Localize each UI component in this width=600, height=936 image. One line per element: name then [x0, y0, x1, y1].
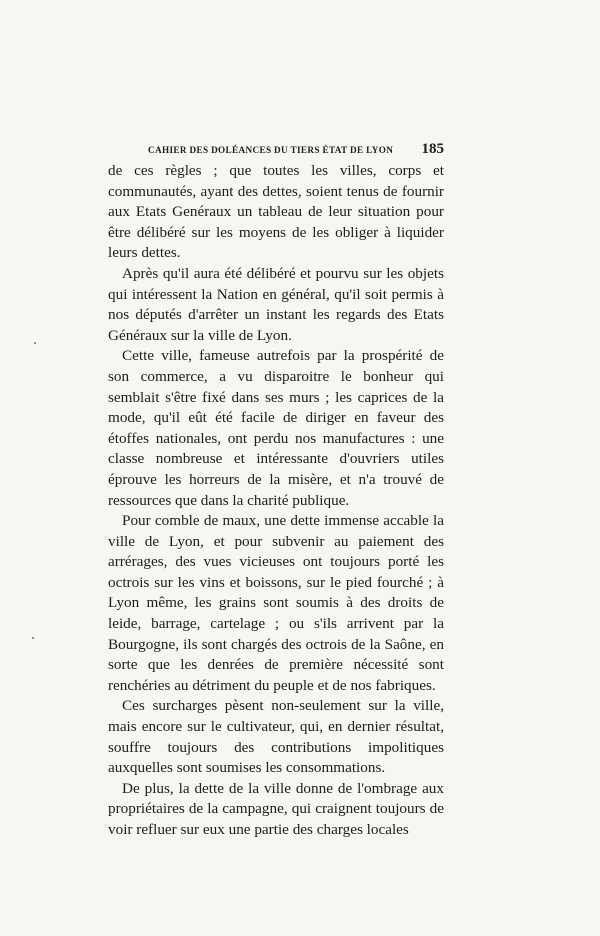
paragraph: De plus, la dette de la ville donne de l'ombrage aux propriétaires de la campagne, qui craignent toujours de voir refluer sur eux une partie des charges locales	[108, 779, 444, 838]
paragraph: Après qu'il aura été délibéré et pourvu sur les objets qui intéressent la Nation en général, qu'il soit permis à nos députés d'arrêter un instant les regards des Etats Généraux sur la ville de Lyon.	[108, 264, 444, 344]
running-title: CAHIER DES DOLÉANCES DU TIERS ÉTAT DE LYON	[148, 145, 394, 155]
running-head	[108, 141, 444, 161]
paragraph: Ces surcharges pèsent non-seulement sur la ville, mais encore sur le cultivateur, qui, en dernier résultat, souffre toujours des contributions impolitiques auxquelles sont soumises les consommations.	[108, 697, 444, 777]
margin-speck	[34, 342, 36, 344]
margin-speck	[32, 637, 34, 639]
paragraph: de ces règles ; que toutes les villes, corps et communautés, ayant des dettes, soient tenus de fournir aux Etats Genéraux un tableau de leur situation pour être délibéré sur les moyens de les obliger à liquider leurs dettes.	[108, 162, 444, 262]
body-text	[108, 161, 444, 841]
paragraph: Pour comble de maux, une dette immense accable la ville de Lyon, et pour subvenir au paiement des arrérages, des vues vicieuses ont toujours porté les octrois sur les vins et boissons, sur le pied fourché ; à Lyon même, les grains sont soumis à des droits de leide, barrage, cartelage ; ou s'ils arrivent par la Bourgogne, ils sont chargés des octrois de la Saône, en sorte que les denrées de première nécessité sont renchéries au détriment du peuple et de nos fabriques.	[108, 512, 444, 694]
page-number: 185	[421, 141, 444, 157]
paragraph: Cette ville, fameuse autrefois par la prospérité de son commerce, a vu disparoitre le bonheur qui semblait s'être fixé dans ses murs ; les caprices de la mode, qu'il eût été facile de diriger en faveur des étoffes nationales, ont perdu nos manufactures : une classe nombreuse et intéressante d'ouvriers utiles éprouve les horreurs de la misère, et n'a trouvé de ressources que dans la charité publique.	[108, 347, 444, 509]
